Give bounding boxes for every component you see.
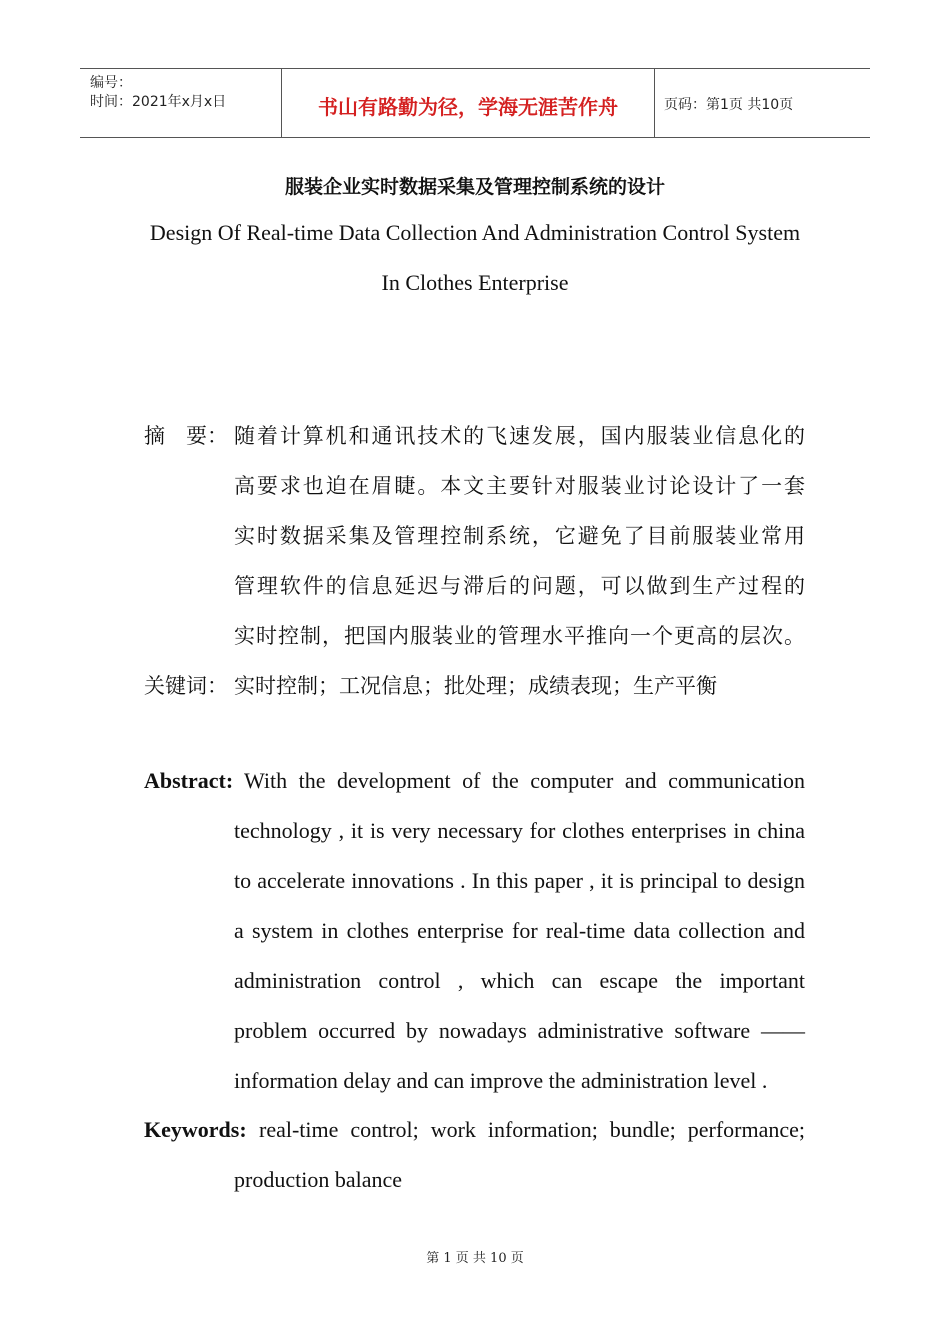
abstract-cn-line: 高要求也迫在眉睫。本文主要针对服装业讨论设计了一套 (234, 474, 805, 498)
header-page-cell (655, 69, 870, 137)
number-label: 编号： (90, 75, 132, 91)
title-english-line2: In Clothes Enterprise (381, 270, 569, 295)
page-footer: 第 1 页 共 10 页 (426, 1251, 524, 1266)
abstract-cn-line: 管理软件的信息延迟与滞后的问题，可以做到生产过程的 (234, 574, 805, 598)
keywords-en-label: Keywords: (144, 1117, 247, 1142)
title-english-line1: Design Of Real-time Data Collection And Administration Control System (149, 220, 801, 245)
abstract-cn-line: 实时数据采集及管理控制系统，它避免了目前服装业常用 (234, 524, 805, 548)
keywords-en-line: production balance (234, 1167, 402, 1192)
keywords-en-line: real-time control; work information; bundle; performance; (259, 1117, 805, 1142)
header-motto-cell (282, 69, 655, 137)
page-code: 页码：第1页 共10页 (664, 97, 794, 113)
abstract-cn-line: 实时控制，把国内服装业的管理水平推向一个更高的层次。 (234, 624, 805, 648)
abstract-en-line: information delay and can improve the administration level . (234, 1068, 768, 1093)
motto: 书山有路勤为径，学海无涯苦作舟 (318, 95, 618, 119)
abstract-en-line: With the development of the computer and communication (244, 768, 805, 793)
abstract-en-line: to accelerate innovations . In this paper , it is principal to design (234, 868, 805, 893)
header-info-cell (80, 69, 282, 137)
header-table (80, 68, 870, 138)
abstract-en-label: Abstract: (144, 768, 234, 793)
abstract-cn-label: 摘 要： (144, 424, 228, 448)
time-label: 时间：2021年x月x日 (90, 94, 227, 110)
title-chinese: 服装企业实时数据采集及管理控制系统的设计 (284, 176, 665, 198)
abstract-en-line: problem occurred by nowadays administrative software —— (234, 1018, 805, 1043)
abstract-en-line: a system in clothes enterprise for real-time data collection and (234, 918, 805, 943)
keywords-cn-text: 实时控制；工况信息；批处理；成绩表现；生产平衡 (234, 674, 717, 698)
abstract-cn-line: 随着计算机和通讯技术的飞速发展，国内服装业信息化的 (234, 424, 805, 448)
keywords-cn-label: 关键词： (144, 674, 228, 698)
abstract-en-line: technology , it is very necessary for clothes enterprises in china (234, 818, 805, 843)
abstract-en-line: administration control , which can escape the important (234, 968, 805, 993)
